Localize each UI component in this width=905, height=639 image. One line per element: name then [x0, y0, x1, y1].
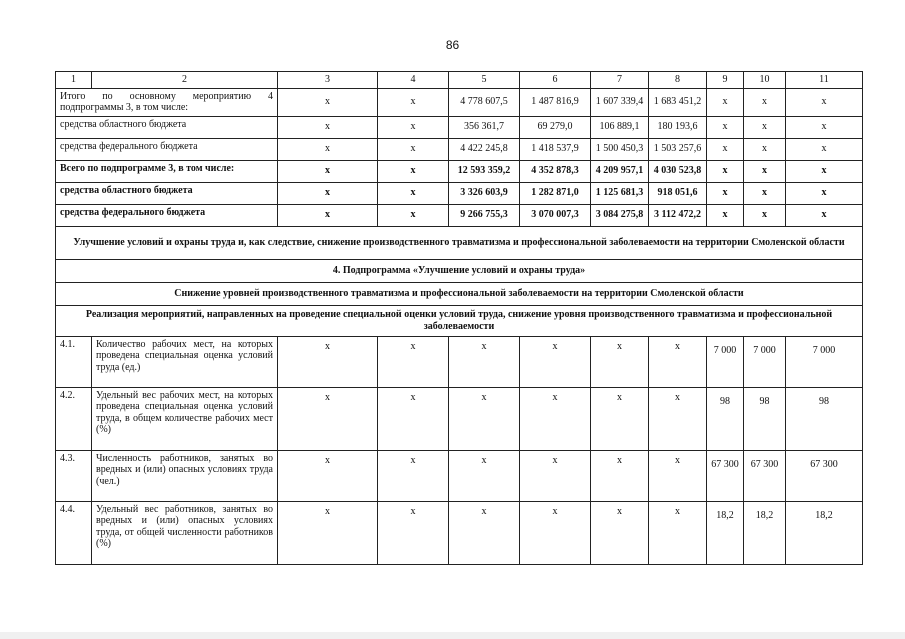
summary-cell: 4 778 607,5 [449, 88, 520, 116]
section-subprogram-row [56, 259, 863, 282]
summary-cell: 106 889,1 [591, 116, 649, 138]
summary-cell: x [744, 204, 786, 226]
summary-cell: x [707, 116, 744, 138]
indicator-cell: x [278, 450, 378, 501]
summary-cell: 69 279,0 [520, 116, 591, 138]
summary-row [56, 138, 863, 160]
summary-cell: x [744, 88, 786, 116]
summary-cell: x [378, 182, 449, 204]
summary-cell: 3 070 007,3 [520, 204, 591, 226]
summary-cell: 1 487 816,9 [520, 88, 591, 116]
indicator-cell: x [649, 450, 707, 501]
indicator-cell: 7 000 [744, 336, 786, 387]
indicator-cell: x [378, 387, 449, 450]
summary-cell: x [786, 88, 863, 116]
section-goal-row [56, 226, 863, 259]
indicator-cell: x [278, 336, 378, 387]
summary-cell: x [786, 182, 863, 204]
section-goal: Улучшение условий и охраны труда и, как следствие, снижение производственного травматизма и профессиональной заболеваемости на территории Смоленской области [56, 226, 863, 259]
section-activity: Реализация мероприятий, направленных на проведение специальной оценки условий труда, снижение уровня производственного травматизма и профессиональной заболеваемости [56, 305, 863, 336]
section-activity-row [56, 305, 863, 336]
header-cell: 9 [707, 72, 744, 89]
summary-cell: x [378, 116, 449, 138]
indicator-row [56, 450, 863, 501]
summary-rows [56, 88, 863, 226]
summary-label: средства федерального бюджета [56, 204, 278, 226]
indicator-cell: x [649, 387, 707, 450]
summary-cell: 9 266 755,3 [449, 204, 520, 226]
summary-row [56, 160, 863, 182]
summary-cell: 1 500 450,3 [591, 138, 649, 160]
indicator-cell: x [378, 450, 449, 501]
header-cell: 2 [92, 72, 278, 89]
summary-cell: 3 112 472,2 [649, 204, 707, 226]
summary-cell: x [278, 138, 378, 160]
summary-cell: 4 422 245,8 [449, 138, 520, 160]
summary-cell: x [707, 182, 744, 204]
indicator-label: Удельный вес рабочих мест, на которых проведена специальная оценка условий труда, в общем количестве рабочих мест (%) [92, 387, 278, 450]
summary-label: Всего по подпрограмме 3, в том числе: [56, 160, 278, 182]
summary-cell: x [707, 88, 744, 116]
summary-cell: x [378, 88, 449, 116]
indicator-cell: 67 300 [786, 450, 863, 501]
summary-row [56, 182, 863, 204]
indicator-rows [56, 336, 863, 564]
indicator-number: 4.2. [56, 387, 92, 450]
indicator-cell: x [278, 501, 378, 564]
indicator-cell: x [591, 501, 649, 564]
indicator-cell: 98 [786, 387, 863, 450]
indicator-cell: x [649, 336, 707, 387]
indicator-cell: x [378, 501, 449, 564]
summary-cell: 356 361,7 [449, 116, 520, 138]
summary-cell: x [707, 204, 744, 226]
summary-label: Итого по основному мероприятию 4 подпрограммы 3, в том числе: [56, 88, 278, 116]
summary-cell: x [378, 160, 449, 182]
section-task-row [56, 282, 863, 305]
indicator-cell: x [520, 501, 591, 564]
page-number: 86 [445, 38, 460, 52]
summary-cell: 1 418 537,9 [520, 138, 591, 160]
indicator-cell: x [591, 336, 649, 387]
indicator-cell: 18,2 [744, 501, 786, 564]
summary-cell: 1 607 339,4 [591, 88, 649, 116]
summary-cell: x [278, 204, 378, 226]
summary-cell: x [278, 116, 378, 138]
header-cell: 4 [378, 72, 449, 89]
indicator-cell: x [449, 501, 520, 564]
header-cell: 5 [449, 72, 520, 89]
summary-cell: x [786, 116, 863, 138]
header-cell: 11 [786, 72, 863, 89]
summary-cell: x [786, 204, 863, 226]
indicator-cell: x [278, 387, 378, 450]
indicator-number: 4.4. [56, 501, 92, 564]
indicator-number: 4.1. [56, 336, 92, 387]
indicator-number: 4.3. [56, 450, 92, 501]
summary-cell: x [278, 88, 378, 116]
summary-cell: x [278, 160, 378, 182]
summary-cell: 1 125 681,3 [591, 182, 649, 204]
summary-cell: 4 352 878,3 [520, 160, 591, 182]
summary-label: средства областного бюджета [56, 182, 278, 204]
indicator-label: Численность работников, занятых во вредных и (или) опасных условиях труда (чел.) [92, 450, 278, 501]
section-task: Снижение уровней производственного травматизма и профессиональной заболеваемости на территории Смоленской области [56, 282, 863, 305]
summary-cell: x [744, 116, 786, 138]
summary-cell: x [278, 182, 378, 204]
indicator-cell: x [449, 450, 520, 501]
indicator-cell: 7 000 [786, 336, 863, 387]
indicator-cell: x [378, 336, 449, 387]
indicator-cell: x [449, 387, 520, 450]
section-subprogram: 4. Подпрограмма «Улучшение условий и охраны труда» [56, 259, 863, 282]
indicator-cell: x [520, 336, 591, 387]
indicator-cell: x [591, 387, 649, 450]
scan-edge [0, 632, 905, 639]
indicator-cell: x [449, 336, 520, 387]
header-cell: 8 [649, 72, 707, 89]
indicator-label: Удельный вес работников, занятых во вредных и (или) опасных условиях труда, от общей численности работников (%) [92, 501, 278, 564]
summary-cell: 4 030 523,8 [649, 160, 707, 182]
summary-cell: 3 326 603,9 [449, 182, 520, 204]
header-cell: 7 [591, 72, 649, 89]
indicator-cell: 18,2 [707, 501, 744, 564]
summary-cell: x [744, 182, 786, 204]
summary-cell: x [744, 138, 786, 160]
header-row [56, 72, 863, 89]
summary-cell: x [786, 138, 863, 160]
summary-cell: x [707, 160, 744, 182]
indicator-cell: 98 [744, 387, 786, 450]
summary-row [56, 88, 863, 116]
summary-cell: 180 193,6 [649, 116, 707, 138]
header-cell: 10 [744, 72, 786, 89]
summary-cell: 1 282 871,0 [520, 182, 591, 204]
indicator-cell: 98 [707, 387, 744, 450]
header-cell: 6 [520, 72, 591, 89]
summary-label: средства областного бюджета [56, 116, 278, 138]
header-cell: 3 [278, 72, 378, 89]
summary-cell: 4 209 957,1 [591, 160, 649, 182]
indicator-cell: 18,2 [786, 501, 863, 564]
header-cell: 1 [56, 72, 92, 89]
indicator-cell: 67 300 [744, 450, 786, 501]
indicator-cell: 7 000 [707, 336, 744, 387]
summary-cell: x [786, 160, 863, 182]
summary-row [56, 204, 863, 226]
indicator-label: Количество рабочих мест, на которых проведена специальная оценка условий труда (ед.) [92, 336, 278, 387]
indicator-row [56, 336, 863, 387]
summary-cell: 12 593 359,2 [449, 160, 520, 182]
summary-row [56, 116, 863, 138]
summary-cell: x [378, 204, 449, 226]
summary-cell: 1 503 257,6 [649, 138, 707, 160]
indicator-cell: x [591, 450, 649, 501]
summary-cell: 918 051,6 [649, 182, 707, 204]
summary-cell: x [744, 160, 786, 182]
summary-cell: 3 084 275,8 [591, 204, 649, 226]
indicator-cell: x [520, 387, 591, 450]
indicator-row [56, 387, 863, 450]
indicator-row [56, 501, 863, 564]
summary-cell: 1 683 451,2 [649, 88, 707, 116]
summary-cell: x [378, 138, 449, 160]
indicator-cell: x [649, 501, 707, 564]
indicator-cell: x [520, 450, 591, 501]
summary-cell: x [707, 138, 744, 160]
indicator-cell: 67 300 [707, 450, 744, 501]
program-table [55, 71, 863, 565]
summary-label: средства федерального бюджета [56, 138, 278, 160]
